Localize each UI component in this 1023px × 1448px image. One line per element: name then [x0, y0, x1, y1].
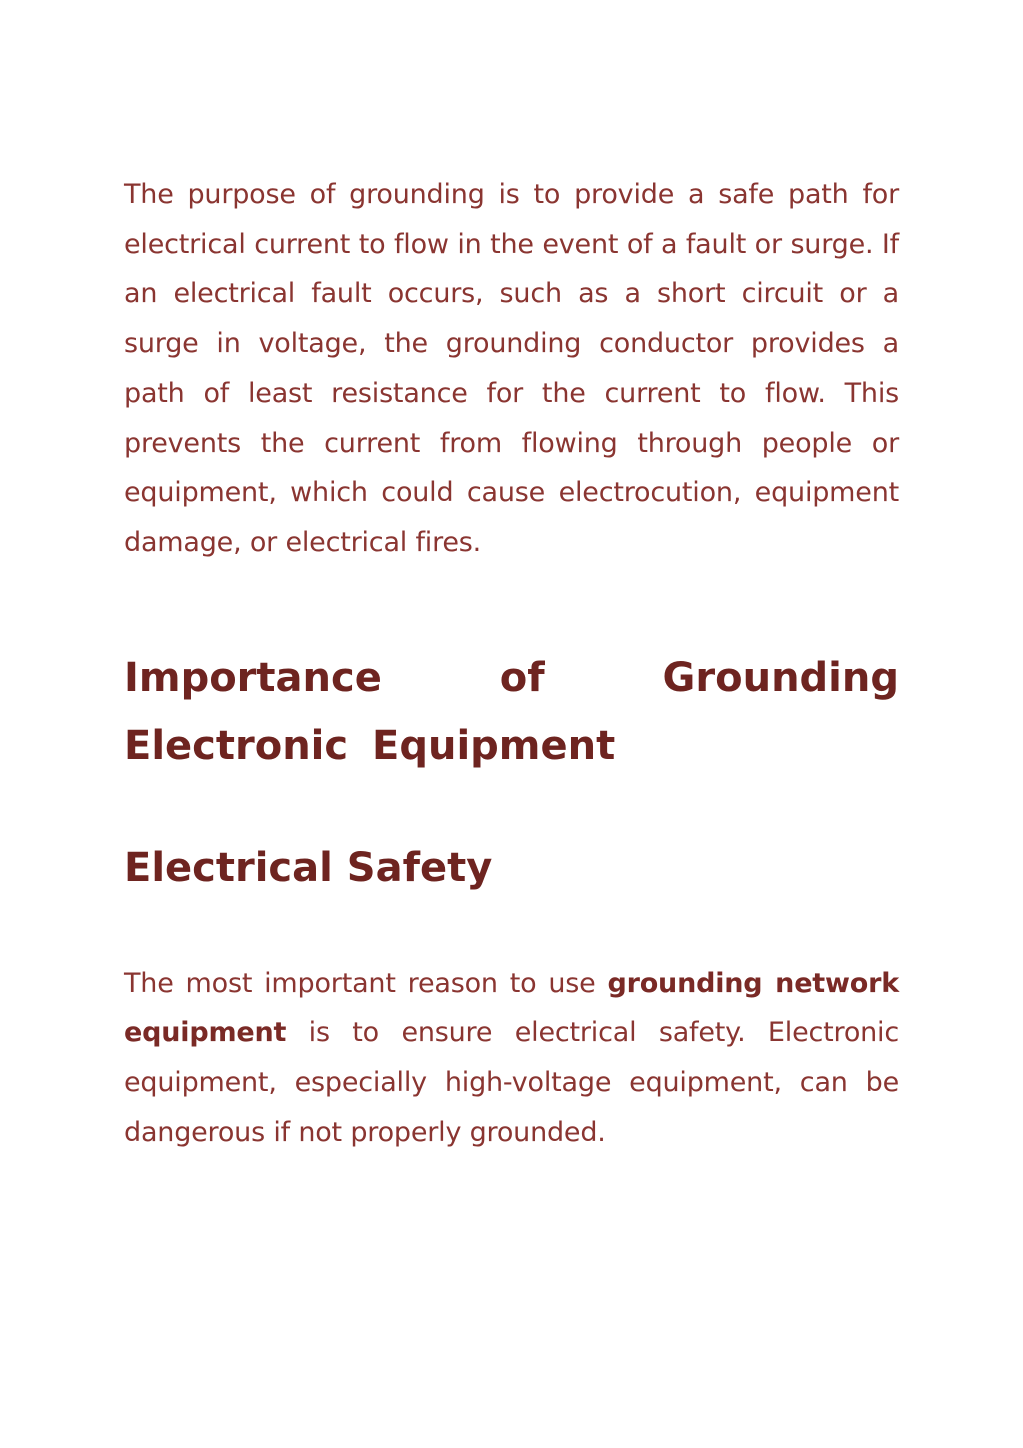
safety-text-before: The most important reason to use	[124, 967, 608, 999]
safety-bold-link-text: grounding network equipment	[124, 967, 899, 1049]
intro-paragraph: The purpose of grounding is to provide a safe path for electrical current to flow in the event of a fault or surge. If an electrical fault occurs, such as a short circuit or a surge in voltage, the grounding conductor provides a path of least resistance for the current to flow. This prevents the current from flowing through people or equipment, which could cause electrocution, equipment damage, or electrical fires.	[124, 179, 899, 558]
document-page	[124, 170, 899, 1157]
section-heading: Importance of Grounding Electronic Equipment	[124, 654, 899, 769]
safety-text-after: is to ensure electrical safety. Electronic equipment, especially high-voltage equipment, can be dangerous if not properly grounded.	[124, 1017, 899, 1148]
subsection-heading: Electrical Safety	[124, 844, 493, 891]
safety-paragraph	[124, 959, 899, 1158]
